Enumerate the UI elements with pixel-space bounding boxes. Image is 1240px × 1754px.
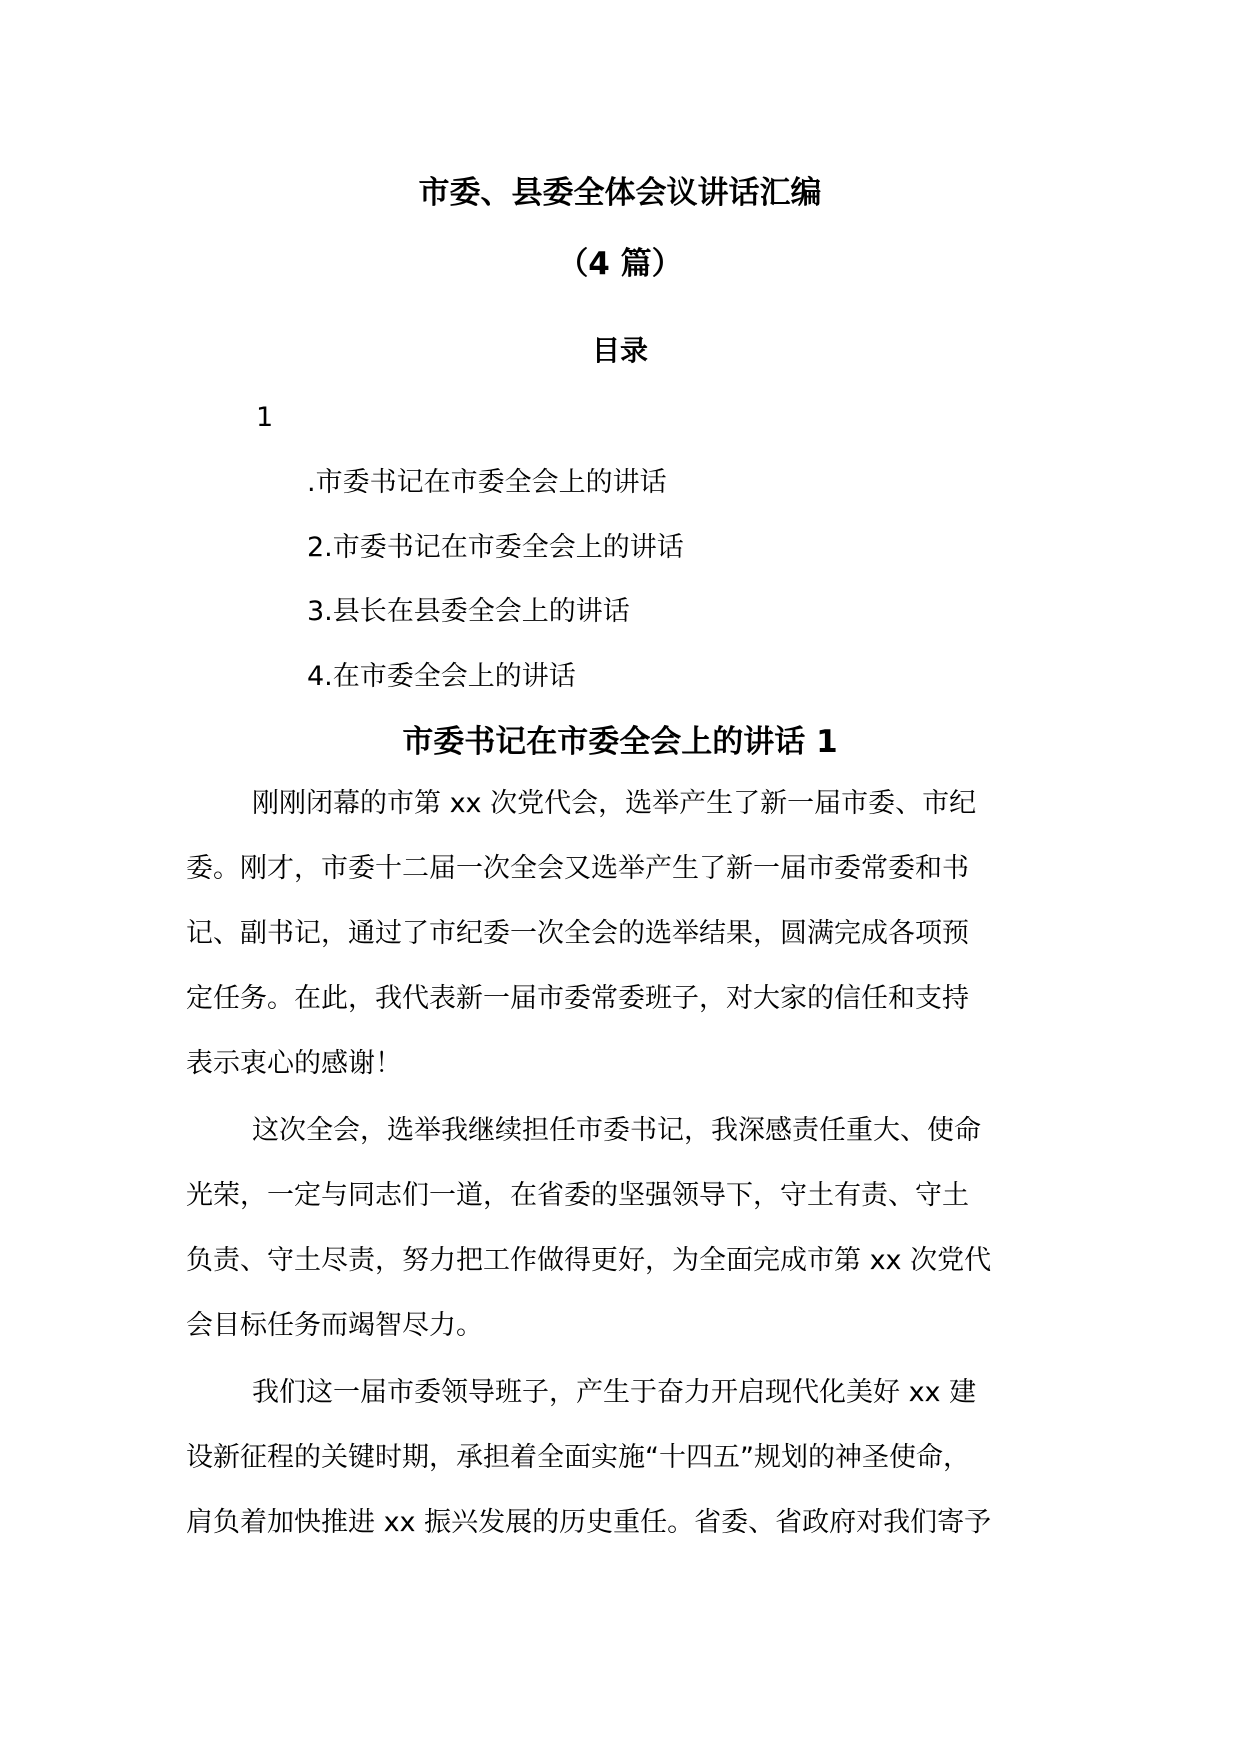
paragraph-line: 光荣，一定与同志们一道，在省委的坚强领导下，守土有责、守土 — [186, 1180, 969, 1211]
paragraph-line: 这次全会，选举我继续担任市委书记，我深感责任重大、使命 — [252, 1115, 981, 1146]
toc-heading: 目录 — [591, 334, 648, 367]
toc-number: 1 — [256, 402, 274, 433]
section-title: 市委书记在市委全会上的讲话 1 — [402, 724, 838, 760]
paragraph-line: 设新征程的关键时期，承担着全面实施“十四五”规划的神圣使命， — [186, 1442, 970, 1473]
paragraph-2 — [186, 1098, 1058, 1358]
document-subtitle: （4 篇） — [557, 246, 683, 282]
toc-item-4: 4.在市委全会上的讲话 — [307, 661, 576, 692]
paragraph-line: 记、副书记，通过了市纪委一次全会的选举结果，圆满完成各项预 — [186, 918, 969, 949]
paragraph-line: 我们这一届市委领导班子，产生于奋力开启现代化美好 xx 建 — [252, 1377, 977, 1408]
document-title: 市委、县委全体会议讲话汇编 — [418, 175, 822, 211]
paragraph-line: 定任务。在此，我代表新一届市委常委班子，对大家的信任和支持 — [186, 983, 969, 1014]
paragraph-line: 表示衷心的感谢！ — [186, 1048, 402, 1079]
paragraph-1 — [186, 771, 1058, 1096]
paragraph-line: 刚刚闭幕的市第 xx 次党代会，选举产生了新一届市委、市纪 — [252, 788, 977, 819]
paragraph-line: 负责、守土尽责，努力把工作做得更好，为全面完成市第 xx 次党代 — [186, 1245, 992, 1276]
paragraph-line: 会目标任务而竭智尽力。 — [186, 1310, 483, 1341]
toc-item-2: 2.市委书记在市委全会上的讲话 — [307, 532, 684, 563]
toc-item-1: .市委书记在市委全会上的讲话 — [307, 467, 667, 498]
toc-item-3: 3.县长在县委全会上的讲话 — [307, 596, 630, 627]
paragraph-line: 肩负着加快推进 xx 振兴发展的历史重任。省委、省政府对我们寄予 — [186, 1507, 992, 1538]
paragraph-3 — [186, 1360, 1058, 1555]
paragraph-line: 委。刚才，市委十二届一次全会又选举产生了新一届市委常委和书 — [186, 853, 969, 884]
